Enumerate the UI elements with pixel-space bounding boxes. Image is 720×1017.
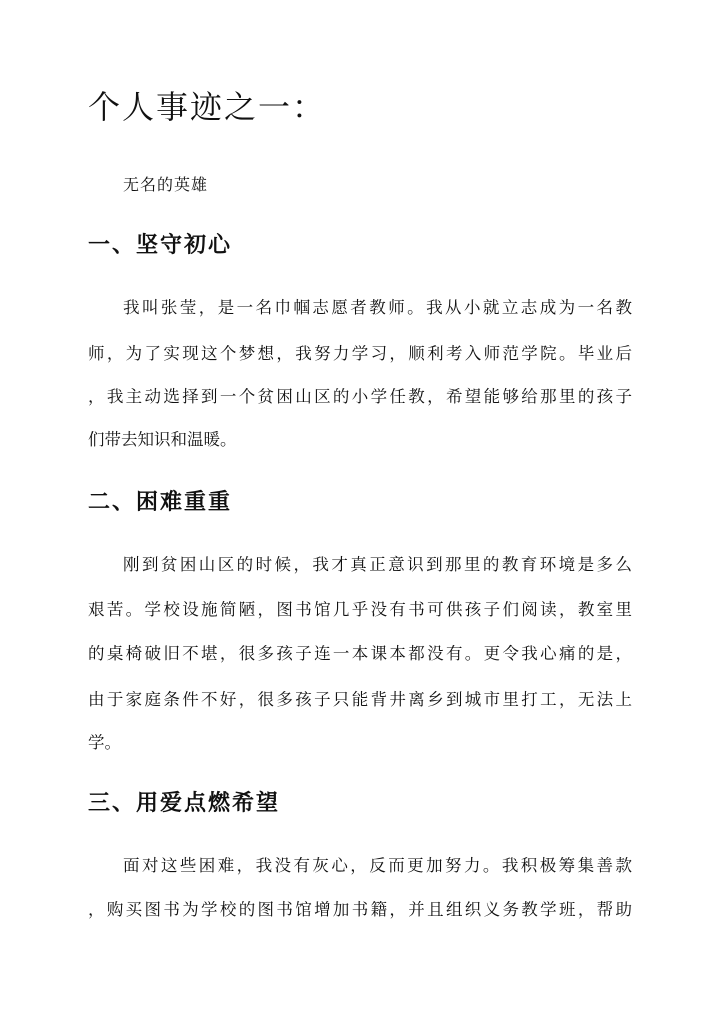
paragraph-line: 的桌椅破旧不堪，很多孩子连一本课本都没有。更令我心痛的是， bbox=[88, 644, 632, 663]
paragraph-line: 艰苦。学校设施简陋，图书馆几乎没有书可供孩子们阅读，教室里 bbox=[88, 600, 632, 619]
document-title: 个人事迹之一： bbox=[88, 88, 327, 126]
paragraph-line: 由于家庭条件不好，很多孩子只能背井离乡到城市里打工，无法上 bbox=[88, 690, 632, 709]
paragraph-line: 刚到贫困山区的时候，我才真正意识到那里的教育环境是多么 bbox=[123, 555, 632, 574]
paragraph-line: 学。 bbox=[88, 733, 121, 752]
paragraph-line: ，我主动选择到一个贫困山区的小学任教，希望能够给那里的孩子 bbox=[88, 387, 632, 406]
paragraph-line: 面对这些困难，我没有灰心，反而更加努力。我积极筹集善款 bbox=[123, 856, 632, 875]
document-subtitle: 无名的英雄 bbox=[123, 175, 209, 194]
paragraph-line: 师，为了实现这个梦想，我努力学习，顺利考入师范学院。毕业后 bbox=[88, 344, 632, 363]
paragraph-line: 我叫张莹，是一名巾帼志愿者教师。我从小就立志成为一名教 bbox=[123, 298, 632, 317]
section-heading-3: 三、用爱点燃希望 bbox=[88, 790, 281, 816]
paragraph-line: 们带去知识和温暖。 bbox=[88, 430, 237, 449]
section-heading-2: 二、困难重重 bbox=[88, 489, 233, 515]
paragraph-line: ，购买图书为学校的图书馆增加书籍，并且组织义务教学班，帮助 bbox=[88, 900, 632, 919]
section-heading-1: 一、坚守初心 bbox=[88, 232, 233, 258]
